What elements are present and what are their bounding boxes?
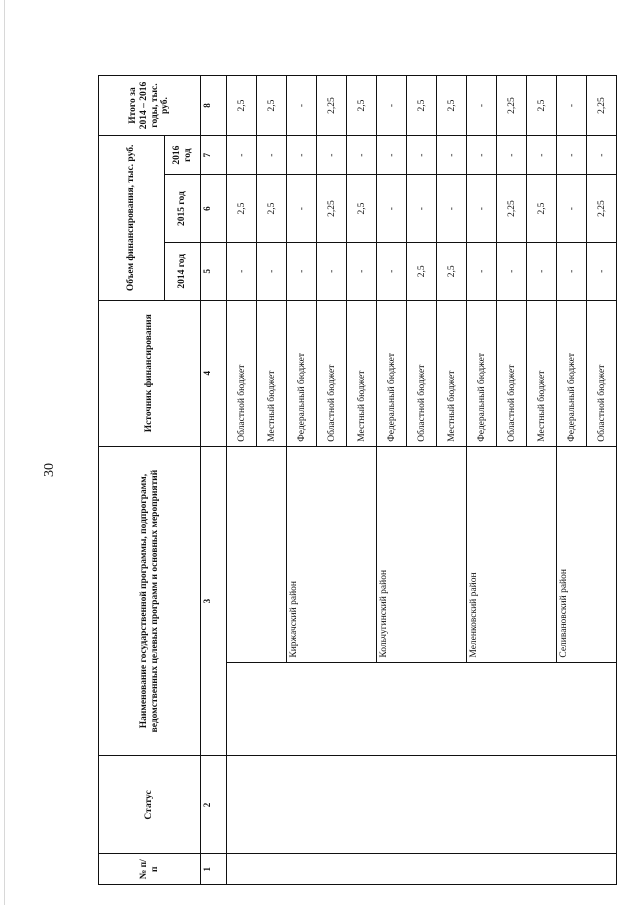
source-cell: Областной бюджет bbox=[407, 300, 437, 446]
page-number: 30 bbox=[42, 463, 57, 477]
value-2016: - bbox=[467, 136, 497, 175]
value-2016: - bbox=[317, 136, 347, 175]
value-2015: - bbox=[407, 175, 437, 243]
value-2015: 2,5 bbox=[257, 175, 287, 243]
value-2014: - bbox=[287, 242, 317, 300]
value-2014: - bbox=[497, 242, 527, 300]
source-cell: Местный бюджет bbox=[257, 300, 287, 446]
value-total: 2,5 bbox=[347, 76, 377, 136]
col-number: 3 bbox=[201, 446, 227, 756]
value-total: - bbox=[557, 76, 587, 136]
header-2014: 2014 год bbox=[165, 242, 201, 300]
value-2016: - bbox=[587, 136, 617, 175]
financing-table bbox=[98, 75, 617, 885]
value-2016: - bbox=[437, 136, 467, 175]
num-cell bbox=[227, 854, 617, 885]
value-2014: - bbox=[257, 242, 287, 300]
value-2015: - bbox=[287, 175, 317, 243]
value-2014: - bbox=[377, 242, 407, 300]
header-source: Источник финансирования bbox=[99, 300, 201, 446]
source-cell: Федеральный бюджет bbox=[377, 300, 407, 446]
value-2014: - bbox=[557, 242, 587, 300]
value-2014: - bbox=[527, 242, 557, 300]
value-total: 2,5 bbox=[527, 76, 557, 136]
header-name: Наименование государственной программы, подпрограмм, ведомственных целевых программ и основных мероприятий bbox=[99, 446, 201, 756]
value-2014: - bbox=[317, 242, 347, 300]
source-cell: Федеральный бюджет bbox=[467, 300, 497, 446]
value-2014: 2,5 bbox=[437, 242, 467, 300]
value-2015: - bbox=[557, 175, 587, 243]
source-cell: Федеральный бюджет bbox=[557, 300, 587, 446]
value-2015: 2,5 bbox=[527, 175, 557, 243]
value-total: 2,5 bbox=[437, 76, 467, 136]
value-2015: 2,5 bbox=[227, 175, 257, 243]
source-cell: Местный бюджет bbox=[527, 300, 557, 446]
col-number: 7 bbox=[201, 136, 227, 175]
value-2015: 2,5 bbox=[347, 175, 377, 243]
source-cell: Местный бюджет bbox=[437, 300, 467, 446]
value-2015: - bbox=[437, 175, 467, 243]
col-number: 5 bbox=[201, 242, 227, 300]
value-2015: 2,25 bbox=[317, 175, 347, 243]
value-2014: - bbox=[467, 242, 497, 300]
header-status: Статус bbox=[99, 756, 201, 854]
header-row bbox=[99, 76, 165, 885]
value-2014: 2,5 bbox=[407, 242, 437, 300]
value-2015: 2,25 bbox=[497, 175, 527, 243]
source-cell: Областной бюджет bbox=[587, 300, 617, 446]
source-cell: Областной бюджет bbox=[497, 300, 527, 446]
header-total: Итого за 2014 – 2016 годы, тыс. руб. bbox=[99, 76, 201, 136]
district-cell: Меленковский район bbox=[467, 446, 557, 662]
value-total: - bbox=[467, 76, 497, 136]
source-cell: Областной бюджет bbox=[227, 300, 257, 446]
value-total: 2,5 bbox=[257, 76, 287, 136]
value-2016: - bbox=[407, 136, 437, 175]
column-number-row bbox=[201, 76, 227, 885]
value-2016: - bbox=[257, 136, 287, 175]
value-2016: - bbox=[227, 136, 257, 175]
district-cell: Селивановский район bbox=[557, 446, 617, 662]
value-2016: - bbox=[527, 136, 557, 175]
value-2016: - bbox=[557, 136, 587, 175]
value-2016: - bbox=[497, 136, 527, 175]
value-2016: - bbox=[287, 136, 317, 175]
value-2015: - bbox=[467, 175, 497, 243]
value-total: 2,25 bbox=[587, 76, 617, 136]
value-2014: - bbox=[587, 242, 617, 300]
header-num: № п/п bbox=[99, 854, 201, 885]
value-2016: - bbox=[377, 136, 407, 175]
value-total: - bbox=[377, 76, 407, 136]
value-total: 2,25 bbox=[317, 76, 347, 136]
district-cell: Киржачский район bbox=[287, 446, 377, 662]
page-edge-line bbox=[4, 0, 5, 905]
value-total: 2,5 bbox=[227, 76, 257, 136]
source-cell: Местный бюджет bbox=[347, 300, 377, 446]
value-2014: - bbox=[227, 242, 257, 300]
value-total: 2,25 bbox=[497, 76, 527, 136]
program-cell bbox=[227, 662, 617, 756]
value-total: 2,5 bbox=[407, 76, 437, 136]
value-total: - bbox=[287, 76, 317, 136]
value-2015: - bbox=[377, 175, 407, 243]
col-number: 4 bbox=[201, 300, 227, 446]
source-cell: Федеральный бюджет bbox=[287, 300, 317, 446]
district-cell: Кольчугинский район bbox=[377, 446, 467, 662]
value-2015: 2,25 bbox=[587, 175, 617, 243]
rotated-table-container bbox=[98, 75, 618, 885]
header-funding: Объем финансирования, тыс. руб. bbox=[99, 136, 165, 301]
district-cell bbox=[227, 446, 287, 662]
status-cell bbox=[227, 756, 617, 854]
col-number: 8 bbox=[201, 76, 227, 136]
col-number: 6 bbox=[201, 175, 227, 243]
value-2014: - bbox=[347, 242, 377, 300]
source-cell: Областной бюджет bbox=[317, 300, 347, 446]
value-2016: - bbox=[347, 136, 377, 175]
header-2016: 2016 год bbox=[165, 136, 201, 175]
table-row bbox=[227, 76, 257, 885]
col-number: 1 bbox=[201, 854, 227, 885]
header-2015: 2015 год bbox=[165, 175, 201, 243]
col-number: 2 bbox=[201, 756, 227, 854]
